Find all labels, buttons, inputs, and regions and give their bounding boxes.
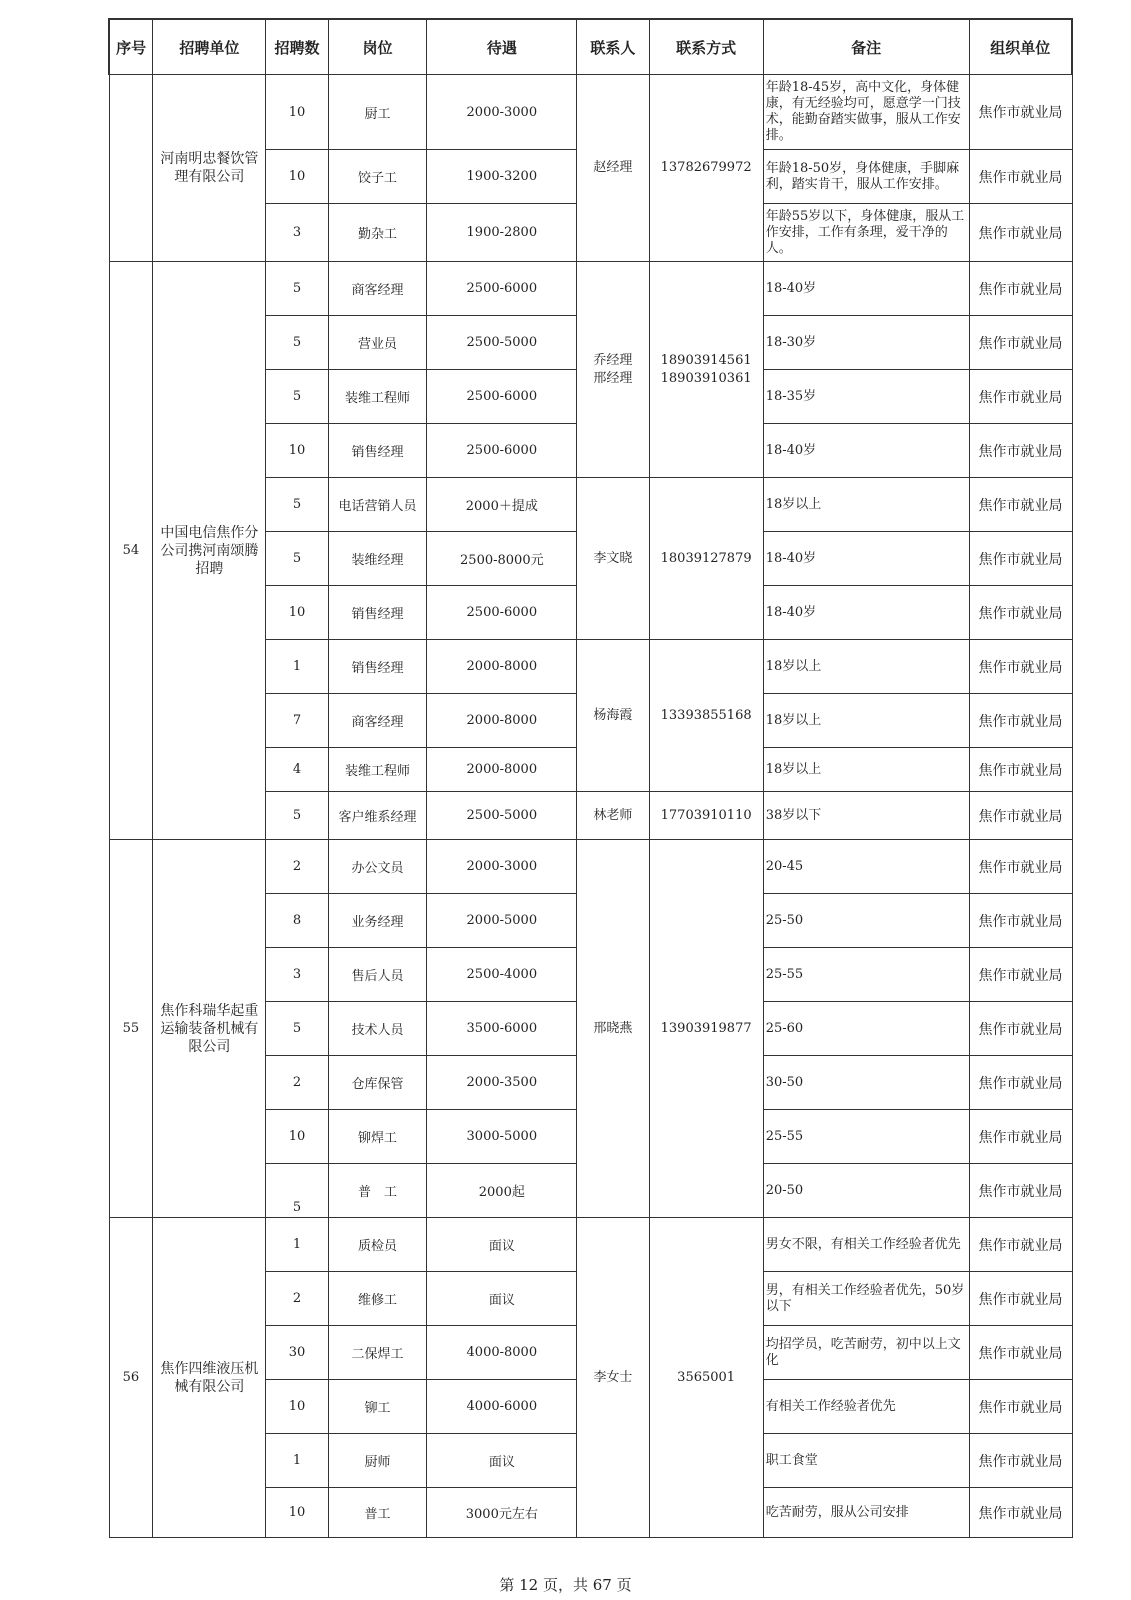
pay-cell: 2500-6000 [427, 424, 577, 478]
table-row [109, 1218, 1072, 1272]
count-cell: 4 [266, 748, 328, 792]
count-cell: 3 [266, 204, 328, 262]
note-cell: 30-50 [763, 1056, 969, 1110]
header-contact: 联系人 [577, 19, 649, 75]
pay-cell: 2000-5000 [427, 894, 577, 948]
pay-cell: 2000-8000 [427, 694, 577, 748]
count-cell: 10 [266, 150, 328, 204]
org-cell: 焦作市就业局 [969, 532, 1072, 586]
count-cell: 5 [266, 1164, 328, 1218]
contact-phone: 13782679972 [649, 75, 763, 262]
org-cell: 焦作市就业局 [969, 748, 1072, 792]
note-cell: 18-40岁 [763, 262, 969, 316]
note-cell: 均招学员，吃苦耐劳，初中以上文化 [763, 1326, 969, 1380]
org-cell: 焦作市就业局 [969, 1434, 1072, 1488]
pay-cell: 2500-5000 [427, 316, 577, 370]
table-row [109, 262, 1072, 316]
pay-cell: 3000-5000 [427, 1110, 577, 1164]
job-cell: 二保焊工 [328, 1326, 427, 1380]
count-cell: 10 [266, 1488, 328, 1538]
count-cell: 2 [266, 840, 328, 894]
org-cell: 焦作市就业局 [969, 640, 1072, 694]
job-cell: 铆工 [328, 1380, 427, 1434]
note-cell: 18-30岁 [763, 316, 969, 370]
job-cell: 营业员 [328, 316, 427, 370]
note-cell: 18岁以上 [763, 478, 969, 532]
pay-cell: 面议 [427, 1218, 577, 1272]
org-cell: 焦作市就业局 [969, 478, 1072, 532]
pay-cell: 2000起 [427, 1164, 577, 1218]
count-cell: 10 [266, 1110, 328, 1164]
note-cell: 20-45 [763, 840, 969, 894]
pay-cell: 面议 [427, 1434, 577, 1488]
job-cell: 销售经理 [328, 640, 427, 694]
org-cell: 焦作市就业局 [969, 948, 1072, 1002]
org-cell: 焦作市就业局 [969, 370, 1072, 424]
org-cell: 焦作市就业局 [969, 424, 1072, 478]
org-cell: 焦作市就业局 [969, 75, 1072, 150]
pay-cell: 2500-8000元 [427, 532, 577, 586]
note-cell: 18-40岁 [763, 424, 969, 478]
contact-phone: 18903914561 18903910361 [649, 262, 763, 478]
count-cell: 5 [266, 262, 328, 316]
table-row [109, 75, 1072, 150]
header-pay: 待遇 [427, 19, 577, 75]
note-cell: 吃苦耐劳，服从公司安排 [763, 1488, 969, 1538]
pay-cell: 2000-8000 [427, 640, 577, 694]
count-cell: 30 [266, 1326, 328, 1380]
count-cell: 5 [266, 792, 328, 840]
note-cell: 18-40岁 [763, 532, 969, 586]
seq-cell: 56 [109, 1218, 153, 1538]
job-cell: 饺子工 [328, 150, 427, 204]
contact-phone: 13903919877 [649, 840, 763, 1218]
job-cell: 普工 [328, 1488, 427, 1538]
job-cell: 商客经理 [328, 262, 427, 316]
org-cell: 焦作市就业局 [969, 1002, 1072, 1056]
job-cell: 客户维系经理 [328, 792, 427, 840]
job-cell: 装维工程师 [328, 370, 427, 424]
contact-person: 李文晓 [577, 478, 649, 640]
note-cell: 年龄18-50岁，身体健康，手脚麻利，踏实肯干，服从工作安排。 [763, 150, 969, 204]
note-cell: 18岁以上 [763, 640, 969, 694]
job-cell: 销售经理 [328, 586, 427, 640]
org-cell: 焦作市就业局 [969, 1056, 1072, 1110]
pay-cell: 4000-8000 [427, 1326, 577, 1380]
note-cell: 25-55 [763, 948, 969, 1002]
count-cell: 1 [266, 640, 328, 694]
pay-cell: 2000-8000 [427, 748, 577, 792]
org-cell: 焦作市就业局 [969, 586, 1072, 640]
contact-person: 李女士 [577, 1218, 649, 1538]
org-cell: 焦作市就业局 [969, 894, 1072, 948]
contact-person: 邢晓燕 [577, 840, 649, 1218]
header-note: 备注 [763, 19, 969, 75]
org-cell: 焦作市就业局 [969, 150, 1072, 204]
note-cell: 18-40岁 [763, 586, 969, 640]
company-name: 中国电信焦作分公司携河南颂腾招聘 [153, 262, 266, 840]
pay-cell: 1900-2800 [427, 204, 577, 262]
job-cell: 维修工 [328, 1272, 427, 1326]
pay-cell: 2500-5000 [427, 792, 577, 840]
pay-cell: 2000＋提成 [427, 478, 577, 532]
note-cell: 25-60 [763, 1002, 969, 1056]
pay-cell: 面议 [427, 1272, 577, 1326]
contact-person: 杨海霞 [577, 640, 649, 792]
job-cell: 质检员 [328, 1218, 427, 1272]
count-cell: 2 [266, 1056, 328, 1110]
pay-cell: 2000-3000 [427, 840, 577, 894]
org-cell: 焦作市就业局 [969, 1380, 1072, 1434]
contact-person: 赵经理 [577, 75, 649, 262]
count-cell: 5 [266, 532, 328, 586]
job-cell: 销售经理 [328, 424, 427, 478]
recruitment-table [108, 18, 1073, 1538]
count-cell: 10 [266, 75, 328, 150]
org-cell: 焦作市就业局 [969, 316, 1072, 370]
pay-cell: 2000-3000 [427, 75, 577, 150]
count-cell: 5 [266, 316, 328, 370]
org-cell: 焦作市就业局 [969, 1164, 1072, 1218]
pay-cell: 1900-3200 [427, 150, 577, 204]
note-cell: 25-50 [763, 894, 969, 948]
pay-cell: 2500-6000 [427, 586, 577, 640]
org-cell: 焦作市就业局 [969, 694, 1072, 748]
note-cell: 20-50 [763, 1164, 969, 1218]
org-cell: 焦作市就业局 [969, 840, 1072, 894]
count-cell: 2 [266, 1272, 328, 1326]
job-cell: 电话营销人员 [328, 478, 427, 532]
org-cell: 焦作市就业局 [969, 204, 1072, 262]
job-cell: 商客经理 [328, 694, 427, 748]
job-cell: 勤杂工 [328, 204, 427, 262]
header-seq: 序号 [109, 19, 153, 75]
job-cell: 铆焊工 [328, 1110, 427, 1164]
header-row [109, 19, 1072, 75]
header-count: 招聘数 [266, 19, 328, 75]
contact-person: 乔经理 邢经理 [577, 262, 649, 478]
note-cell: 男女不限，有相关工作经验者优先 [763, 1218, 969, 1272]
job-cell: 普 工 [328, 1164, 427, 1218]
company-name: 焦作四维液压机械有限公司 [153, 1218, 266, 1538]
org-cell: 焦作市就业局 [969, 1488, 1072, 1538]
pay-cell: 2500-4000 [427, 948, 577, 1002]
org-cell: 焦作市就业局 [969, 1272, 1072, 1326]
count-cell: 10 [266, 586, 328, 640]
note-cell: 25-55 [763, 1110, 969, 1164]
header-phone: 联系方式 [649, 19, 763, 75]
note-cell: 年龄55岁以下，身体健康，服从工作安排，工作有条理，爱干净的人。 [763, 204, 969, 262]
job-cell: 厨工 [328, 75, 427, 150]
contact-phone: 13393855168 [649, 640, 763, 792]
count-cell: 7 [266, 694, 328, 748]
count-cell: 1 [266, 1434, 328, 1488]
pay-cell: 2500-6000 [427, 262, 577, 316]
job-cell: 仓库保管 [328, 1056, 427, 1110]
header-org: 组织单位 [969, 19, 1072, 75]
job-cell: 装维经理 [328, 532, 427, 586]
org-cell: 焦作市就业局 [969, 1218, 1072, 1272]
contact-phone: 3565001 [649, 1218, 763, 1538]
pay-cell: 3500-6000 [427, 1002, 577, 1056]
table-row [109, 840, 1072, 894]
contact-person: 林老师 [577, 792, 649, 840]
job-cell: 售后人员 [328, 948, 427, 1002]
note-cell: 有相关工作经验者优先 [763, 1380, 969, 1434]
note-cell: 38岁以下 [763, 792, 969, 840]
company-name: 河南明忠餐饮管理有限公司 [153, 75, 266, 262]
note-cell: 18-35岁 [763, 370, 969, 424]
pay-cell: 4000-6000 [427, 1380, 577, 1434]
count-cell: 3 [266, 948, 328, 1002]
contact-phone: 17703910110 [649, 792, 763, 840]
pay-cell: 2500-6000 [427, 370, 577, 424]
note-cell: 职工食堂 [763, 1434, 969, 1488]
job-cell: 装维工程师 [328, 748, 427, 792]
note-cell: 年龄18-45岁，高中文化，身体健康，有无经验均可，愿意学一门技术，能勤奋踏实做事，服从工作安排。 [763, 75, 969, 150]
count-cell: 8 [266, 894, 328, 948]
company-name: 焦作科瑞华起重运输装备机械有限公司 [153, 840, 266, 1218]
job-cell: 技术人员 [328, 1002, 427, 1056]
count-cell: 10 [266, 1380, 328, 1434]
header-unit: 招聘单位 [153, 19, 266, 75]
seq-cell: 55 [109, 840, 153, 1218]
org-cell: 焦作市就业局 [969, 1326, 1072, 1380]
note-cell: 18岁以上 [763, 748, 969, 792]
count-cell: 1 [266, 1218, 328, 1272]
org-cell: 焦作市就业局 [969, 262, 1072, 316]
count-cell: 5 [266, 478, 328, 532]
header-job: 岗位 [328, 19, 427, 75]
seq-cell [109, 75, 153, 262]
count-cell: 10 [266, 424, 328, 478]
seq-cell: 54 [109, 262, 153, 840]
count-cell: 5 [266, 1002, 328, 1056]
job-cell: 厨师 [328, 1434, 427, 1488]
pay-cell: 3000元左右 [427, 1488, 577, 1538]
contact-phone: 18039127879 [649, 478, 763, 640]
org-cell: 焦作市就业局 [969, 1110, 1072, 1164]
count-cell: 5 [266, 370, 328, 424]
note-cell: 18岁以上 [763, 694, 969, 748]
page-footer: 第 12 页，共 67 页 [499, 1576, 632, 1594]
org-cell: 焦作市就业局 [969, 792, 1072, 840]
job-cell: 办公文员 [328, 840, 427, 894]
job-cell: 业务经理 [328, 894, 427, 948]
note-cell: 男，有相关工作经验者优先，50岁以下 [763, 1272, 969, 1326]
pay-cell: 2000-3500 [427, 1056, 577, 1110]
